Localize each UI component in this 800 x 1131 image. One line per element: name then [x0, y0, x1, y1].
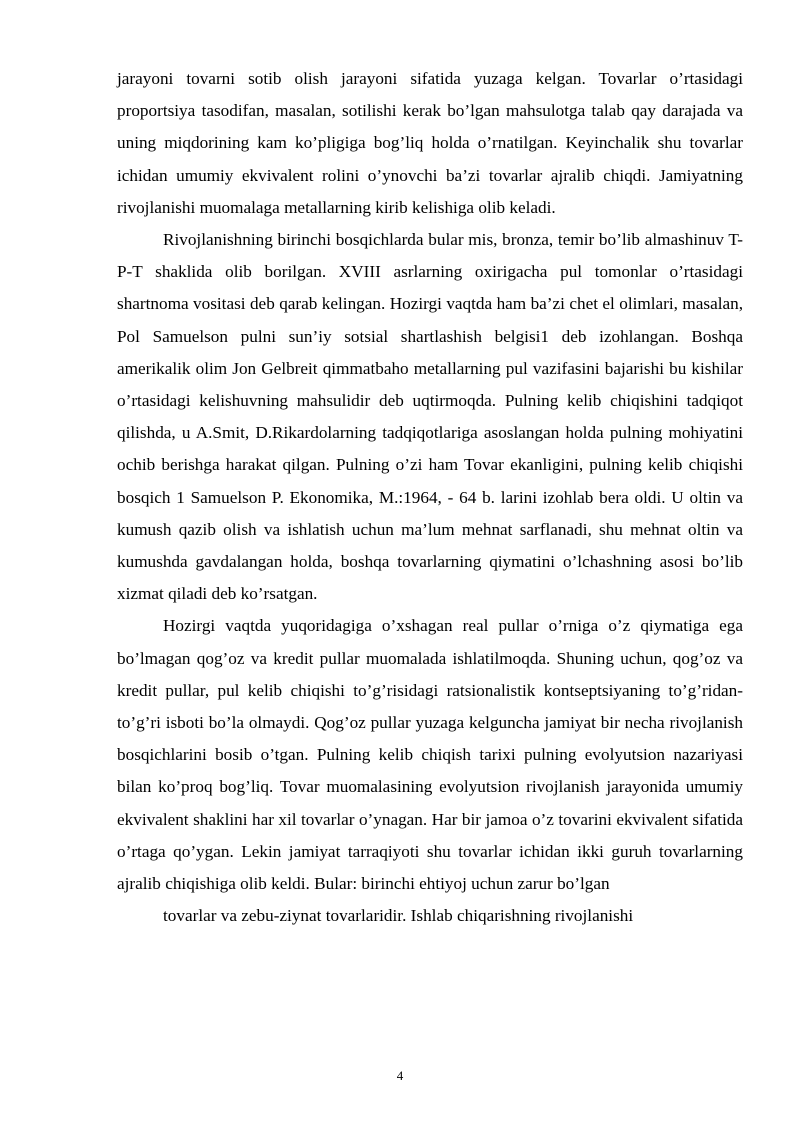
paragraph-1: jarayoni tovarni sotib olish jarayoni sifatida yuzaga kelgan. Tovarlar o’rtasidagi proportsiya tasodifan, masalan, sotilishi kerak bo’lgan mahsulotga talab qay darajada va uning miqdorining kam ko’pligiga bog’liq holda o’rnatilgan. Keyinchalik shu tovarlar ichidan umumiy ekvivalent rolini o’ynovchi ba’zi tovarlar ajralib chiqdi. Jamiyatning rivojlanishi muomalaga metallarning kirib kelishiga olib keladi.	[117, 69, 743, 217]
page-number: 4	[396, 1068, 404, 1083]
body-text	[117, 63, 743, 932]
paragraph-2: Rivojlanishning birinchi bosqichlarda bular mis, bronza, temir bo’lib almashinuv T-P-T shaklida olib borilgan. XVIII asrlarning oxirigacha pul tomonlar o’rtasidagi shartnoma vositasi deb qarab kelingan. Hozirgi vaqtda ham ba’zi chet el olimlari, masalan, Pol Samuelson pulni sun’iy sotsial shartlashish belgisi1 deb izohlangan. Boshqa amerikalik olim Jon Gelbreit qimmatbaho metallarning pul vazifasini bajarishi bu kishilar o’rtasidagi kelishuvning mahsulidir deb uqtirmoqda. Pulning kelib chiqishini tadqiqot qilishda, u A.Smit, D.Rikardolarning tadqiqotlariga asoslangan holda pulning mohiyatini ochib berishga harakat qilgan. Pulning o’zi ham Tovar ekanligini, pulning kelib chiqishi bosqich 1 Samuelson P. Ekonomika, M.:1964, - 64 b. larini izohlab bera oldi. U oltin va kumush qazib olish va ishlatish uchun ma’lum mehnat sarflanadi, shu mehnat oltin va kumushda gavdalangan holda, boshqa tovarlarning qiymatini o’lchashning asosi bo’lib xizmat qiladi deb ko’rsatgan.	[117, 230, 743, 604]
paragraph-4: tovarlar va zebu-ziynat tovarlaridir. Ishlab chiqarishning rivojlanishi	[163, 906, 634, 926]
paragraph-3: Hozirgi vaqtda yuqoridagiga o’xshagan real pullar o’rniga o’z qiymatiga ega bo’lmagan qog’oz va kredit pullar muomalada ishlatilmoqda. Shuning uchun, qog’oz va kredit pullar, pul kelib chiqishi to’g’risidagi ratsionalistik kontseptsiyaning to’g’ridan-to’g’ri isboti bo’la olmaydi. Qog’oz pullar yuzaga kelguncha jamiyat bir necha rivojlanish bosqichlarini bosib o’tgan. Pulning kelib chiqish tarixi pulning evolyutsion nazariyasi bilan ko’proq bog’liq. Tovar muomalasining evolyutsion rivojlanish jarayonida umumiy ekvivalent shaklini har xil tovarlar o’ynagan. Har bir jamoa o’z tovarini ekvivalent sifatida o’rtaga qo’ygan. Lekin jamiyat tarraqiyoti shu tovarlar ichidan ikki guruh tovarlarning ajralib chiqishiga olib keldi. Bular: birinchi ehtiyoj uchun zarur bo’lgan	[117, 616, 743, 894]
